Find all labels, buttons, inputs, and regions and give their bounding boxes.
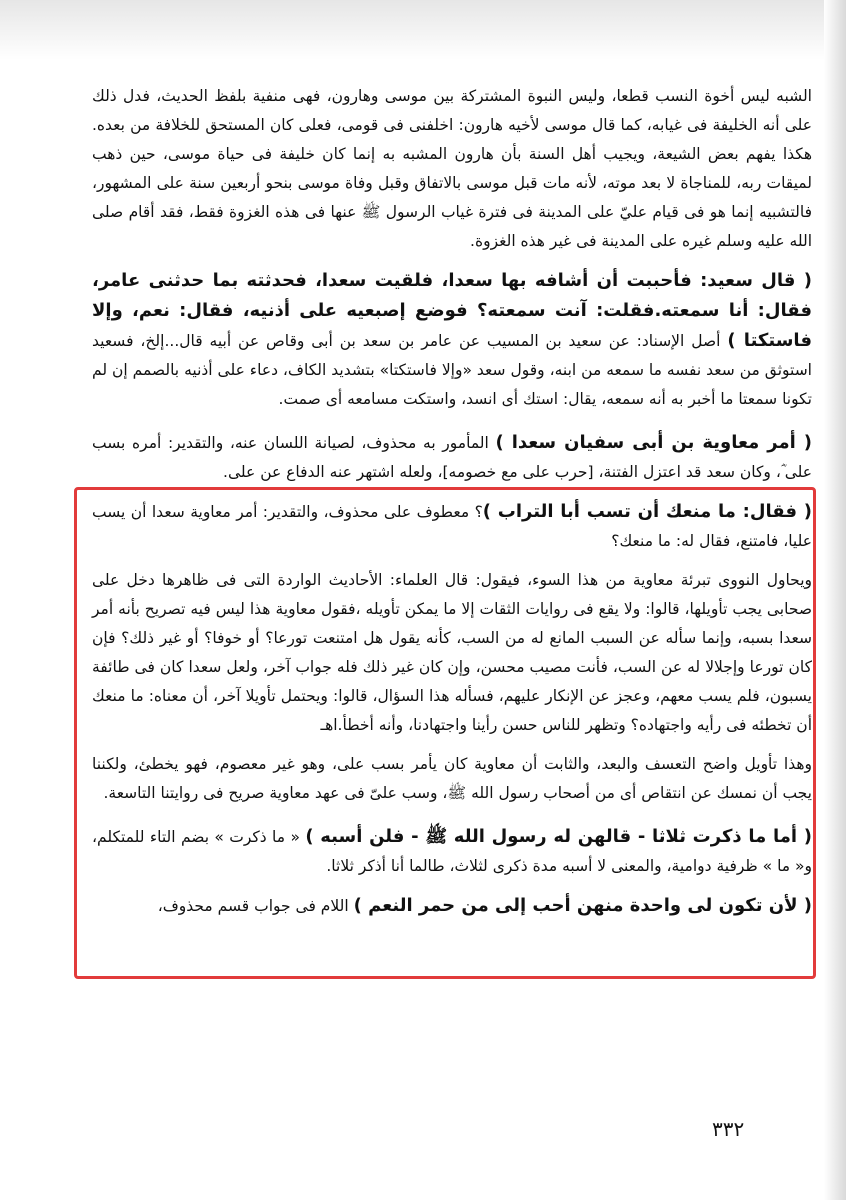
page-number: ٣٣٢ xyxy=(712,1117,745,1141)
matn-quote-5: ( لأن تكون لى واحدة منهن أحب إلى من حمر النعم ) xyxy=(353,895,812,916)
paragraph-2-text: أصل الإسناد: عن سعيد بن المسيب عن عامر بن سعد بن أبى وقاص عن أبيه قال...إلخ، فسعيد استوثق من سعد نفسه ما سمعه من ابنه، وقول سعد «وإلا فاستكتا» بتشديد الكاف، دعاء على أذنيه بالصمم إن لم تكونا سمعتا ما أخبر به أنه سمعه، يقال: استك أى انسد، واستكت مسامعه أى صمت. xyxy=(92,332,812,408)
paragraph-4 xyxy=(92,497,812,556)
paragraph-7-text: « ما ذكرت » بضم التاء للمتكلم، و« ما » ظرفية دوامية، والمعنى لا أسبه مدة ذكرى لثلاث، طالما أنا أذكر ثلاثا. xyxy=(92,828,812,875)
paragraph-8 xyxy=(92,891,812,921)
matn-quote-2: ( أمر معاوية بن أبى سفيان سعدا ) xyxy=(495,432,812,453)
matn-quote-1: ( قال سعيد: فأحببت أن أشافه بها سعدا، فلقيت سعدا، فحدثته بما حدثنى عامر، فقال: أنا سمعته.فقلت: آنت سمعته؟ فوضع إصبعيه على أذنيه، فقال: نعم، وإلا فاستكتا ) xyxy=(92,270,812,351)
paragraph-6-text: وهذا تأويل واضح التعسف والبعد، والثابت أن معاوية كان يأمر بسب على، وهو غير معصوم، فهو يخطئ، ولكننا يجب أن نمسك عن انتقاص أى من أصحاب رسول الله ﷺ، وسب علىّ فى عهد معاوية صريح فى روايتنا التاسعة. xyxy=(92,755,812,802)
paragraph-1-text: الشبه ليس أخوة النسب قطعا، وليس النبوة المشتركة بين موسى وهارون، فهى منفية بلفظ الحديث، فدل ذلك على أنه الخليفة فى غيابه، كما قال موسى لأخيه هارون: اخلفنى فى قومى، فعلى كان المستحق للخلافة من بعده. هكذا يفهم بعض الشيعة، ويجيب أهل السنة بأن هارون المشبه به إنما كان خليفة فى حياة موسى، حين ذهب لميقات ربه، للمناجاة لا بعد موته، لأنه مات قبل موسى بالاتفاق وقبل وفاة موسى بنحو أربعين سنة على المشهور، فالتشبيه إنما هو فى قيام عليّ على المدينة فى فترة غياب الرسول ﷺ عنها فى هذه الغزوة فقط، فقد أقام صلى الله عليه وسلم غيره على المدينة فى غير هذه الغزوة. xyxy=(92,87,812,250)
document-page xyxy=(92,82,812,921)
paragraph-5 xyxy=(92,566,812,740)
page-top-shadow xyxy=(0,0,846,60)
paragraph-8-text: اللام فى جواب قسم محذوف، xyxy=(157,897,354,915)
paragraph-4-text: ؟ معطوف على محذوف، والتقدير: أمر معاوية سعدا أن يسب عليا، فامتنع، فقال له: ما منعك؟ xyxy=(92,503,812,550)
paragraph-6 xyxy=(92,750,812,808)
paragraph-3 xyxy=(92,428,812,487)
paragraph-1 xyxy=(92,82,812,256)
paragraph-3-text: المأمور به محذوف، لصيانة اللسان عنه، والتقدير: أمره بسب على ؓ، وكان سعد قد اعتزل الفتنة، [حرب على مع خصومه]، ولعله اشتهر عنه الدفاع عن على. xyxy=(92,434,812,481)
page-right-shadow xyxy=(824,0,846,1200)
matn-quote-3: ( فقال: ما منعك أن تسب أبا التراب ) xyxy=(482,501,812,522)
paragraph-2 xyxy=(92,266,812,414)
paragraph-5-text: ويحاول النووى تبرئة معاوية من هذا السوء، فيقول: قال العلماء: الأحاديث الواردة التى فى ظاهرها دخل على صحابى يجب تأويلها، قالوا: ولا يقع فى روايات الثقات إلا ما يمكن تأويله ،فقول معاوية هذا ليس فيه تصريح بأنه أمر سعدا بسبه، وإنما سأله عن السبب المانع له من السب، كأنه يقول هل امتنعت تورعا؟ أو خوفا؟ أو غير ذلك؟ فإن كان تورعا وإجلالا له عن السب، فأنت مصيب محسن، وإن كان غير ذلك فله جواب آخر، ولعل سعدا كان فى طائفة يسبون، فلم يسب معهم، وعجز عن الإنكار عليهم، فسأله هذا السؤال، قالوا: ويحتمل تأويلا آخر، أن معناه: ما منعك أن تخطئه فى رأيه واجتهاده؟ وتظهر للناس حسن رأينا واجتهادنا، وأنه أخطأ.اهـ xyxy=(92,571,812,734)
matn-quote-4: ( أما ما ذكرت ثلاثا - قالهن له رسول الله ﷺ - فلن أسبه ) xyxy=(305,826,812,847)
paragraph-7 xyxy=(92,822,812,881)
